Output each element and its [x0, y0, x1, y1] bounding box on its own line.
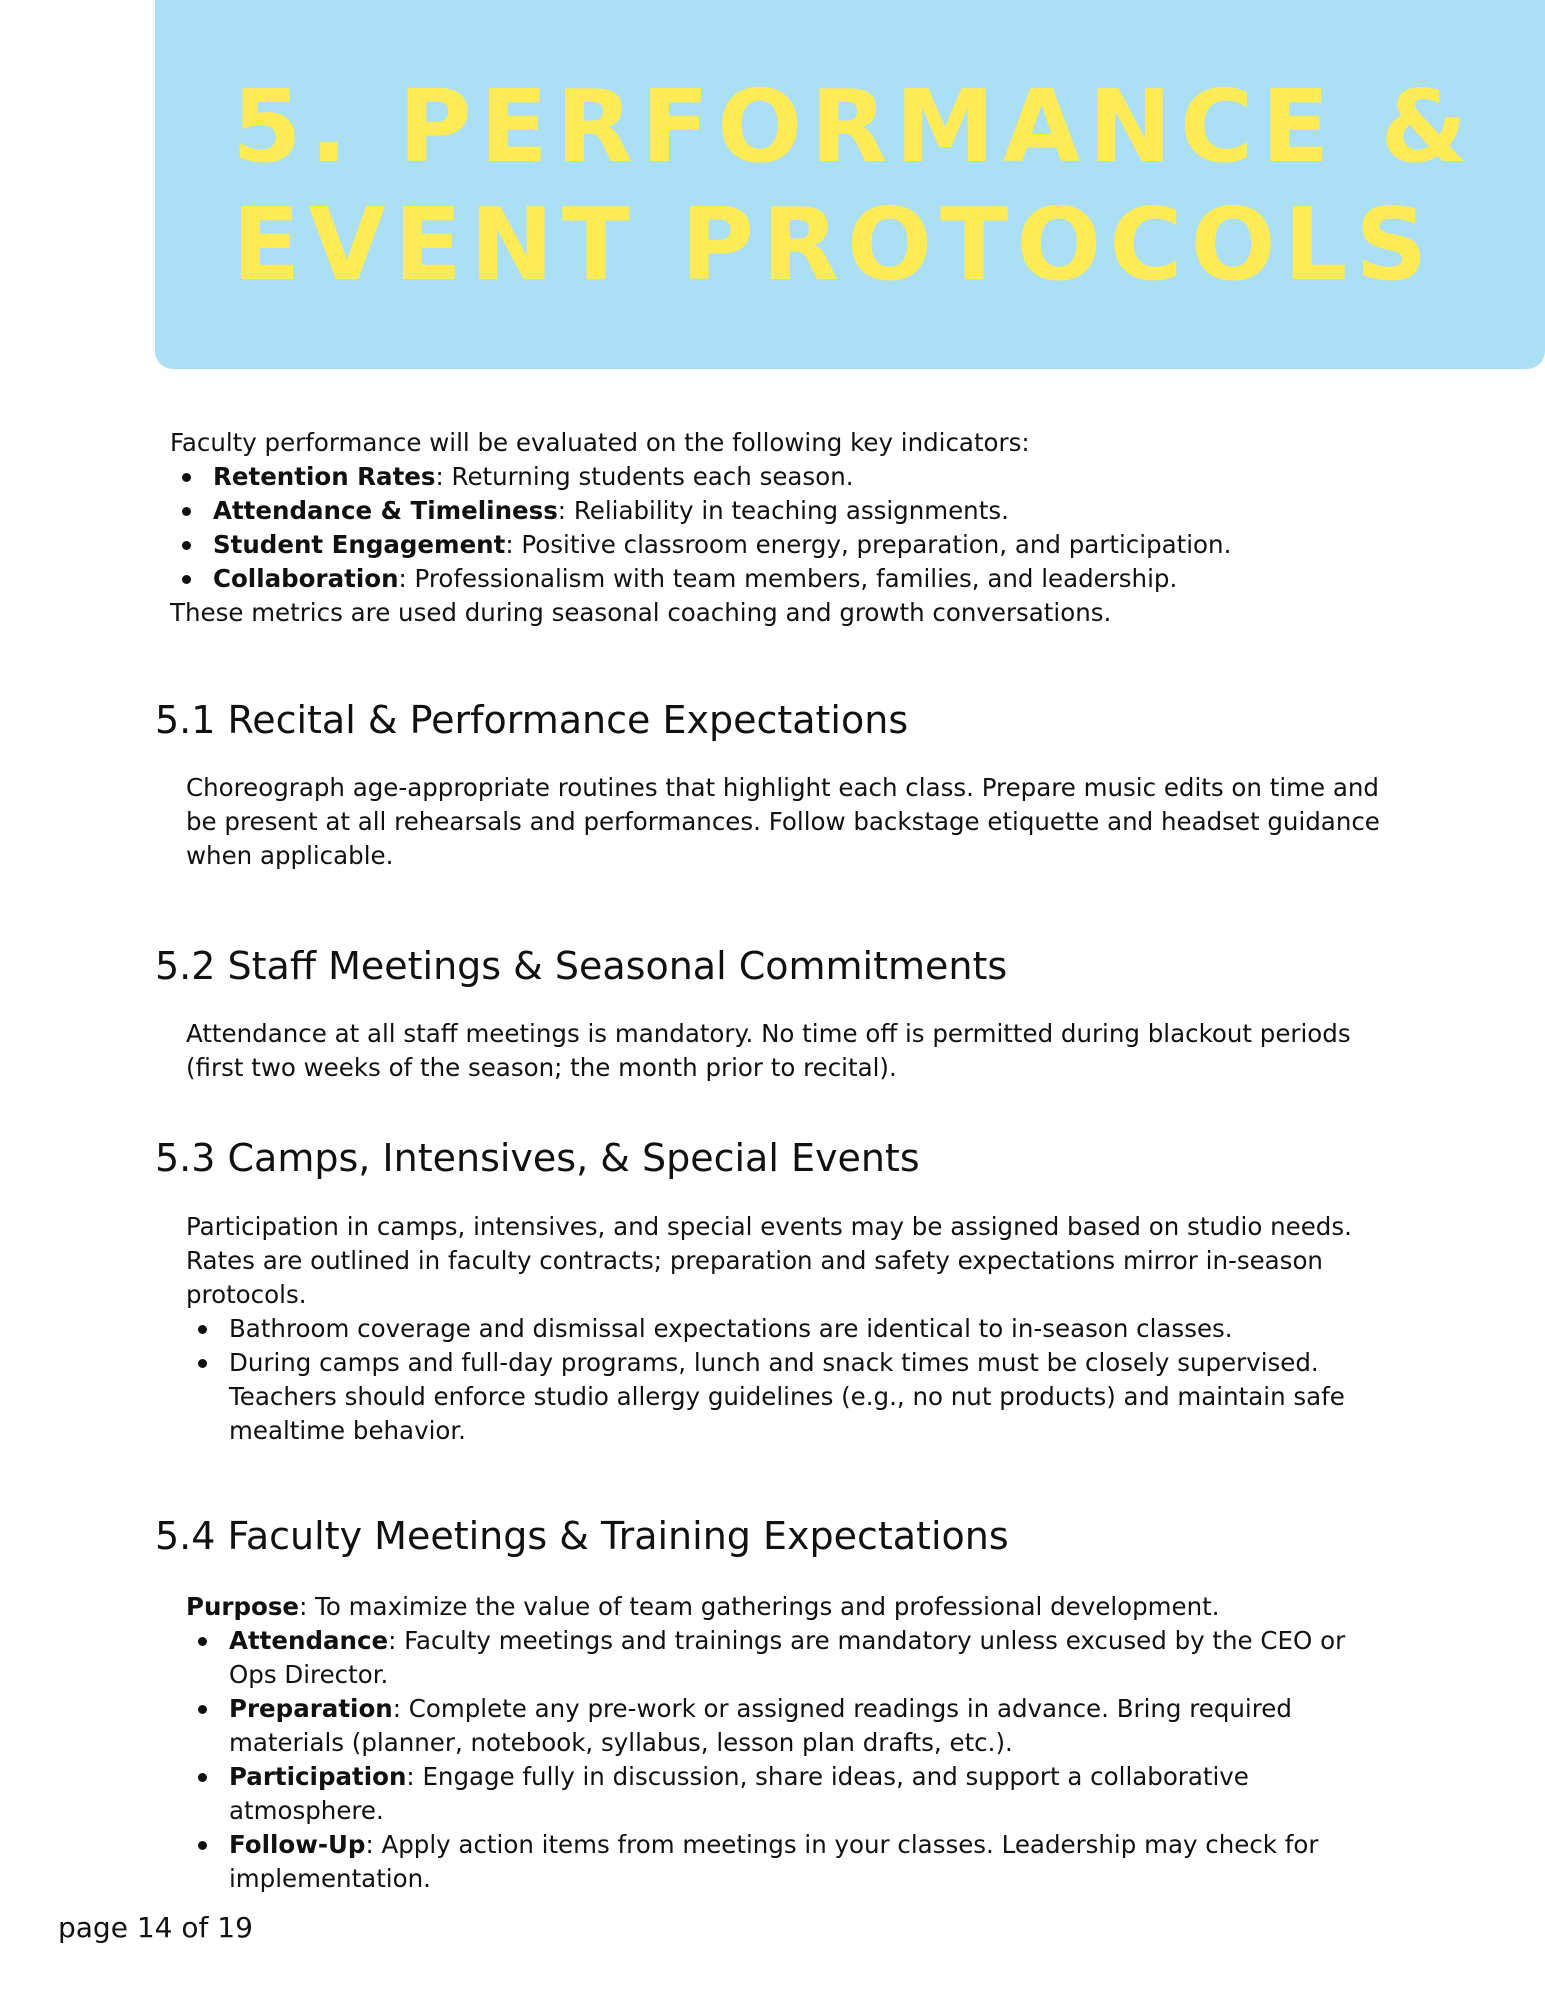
list-item: During camps and full-day programs, lunch and snack times must be closely supervised. Teachers should enforce studio allergy guidelines (e.g., no nut products) and maintain safe mealtime behavior.: [186, 1346, 1396, 1448]
section-paragraph: Choreograph age-appropriate routines that highlight each class. Prepare music edits on time and be present at all rehearsals and performances. Follow backstage etiquette and headset guidance when applicable.: [186, 773, 1380, 870]
page-title: [232, 68, 1482, 304]
intro-closing: These metrics are used during seasonal coaching and growth conversations.: [170, 598, 1112, 627]
list-item-term: Preparation: [229, 1694, 393, 1723]
list-item-text: : Faculty meetings and trainings are mandatory unless excused by the CEO or Ops Director.: [229, 1626, 1346, 1689]
section-heading-5-1: 5.1 Recital & Performance Expectations: [155, 698, 909, 742]
list-item-term: Attendance: [229, 1626, 389, 1655]
page-title-line-2: EVENT PROTOCOLS: [232, 186, 1436, 303]
list-item: [186, 1692, 1396, 1760]
list-item-text: : Reliability in teaching assignments.: [557, 496, 1009, 525]
indicator-list: [170, 460, 1420, 596]
list-item: Bathroom coverage and dismissal expectations are identical to in-season classes.: [186, 1312, 1396, 1346]
intro-block: [170, 426, 1420, 630]
page-title-line-1: 5. PERFORMANCE &: [232, 68, 1476, 185]
list-item: [170, 460, 1420, 494]
list-item: [170, 494, 1420, 528]
intro-lead: Faculty performance will be evaluated on the following key indicators:: [170, 428, 1030, 457]
list-item-term: Follow-Up: [229, 1830, 366, 1859]
list-item: [170, 528, 1420, 562]
list-item-text: : Complete any pre-work or assigned readings in advance. Bring required materials (planner, notebook, syllabus, lesson plan drafts, etc.).: [229, 1694, 1292, 1757]
section-body-5-3: [186, 1210, 1396, 1448]
list-item-text: : Professionalism with team members, families, and leadership.: [398, 564, 1178, 593]
section-heading-5-4: 5.4 Faculty Meetings & Training Expectations: [155, 1514, 1009, 1558]
list-item-term: Student Engagement: [213, 530, 506, 559]
page-number: page 14 of 19: [58, 1911, 253, 1944]
section-paragraph: Participation in camps, intensives, and special events may be assigned based on studio needs. Rates are outlined in faculty contracts; preparation and safety expectations mirror in-season protocols.: [186, 1212, 1352, 1309]
list-item: [186, 1828, 1396, 1896]
list-item-text: : Positive classroom energy, preparation, and participation.: [505, 530, 1232, 559]
list-item-term: Collaboration: [213, 564, 399, 593]
list-item-text: : Engage fully in discussion, share ideas, and support a collaborative atmosphere.: [229, 1762, 1249, 1825]
section-body-5-2: [186, 1017, 1396, 1085]
list-item-text: : Apply action items from meetings in your classes. Leadership may check for implementation.: [229, 1830, 1319, 1893]
purpose-text: : To maximize the value of team gatherings and professional development.: [299, 1592, 1220, 1621]
purpose-term: Purpose: [186, 1592, 300, 1621]
section-paragraph: Attendance at all staff meetings is mandatory. No time off is permitted during blackout periods (first two weeks of the season; the month prior to recital).: [186, 1019, 1351, 1082]
list-item-term: Participation: [229, 1762, 407, 1791]
list-item: [170, 562, 1420, 596]
camp-list: [186, 1312, 1396, 1448]
section-body-5-1: [186, 771, 1396, 873]
section-heading-5-2: 5.2 Staff Meetings & Seasonal Commitments: [155, 944, 1008, 988]
section-heading-5-3: 5.3 Camps, Intensives, & Special Events: [155, 1136, 920, 1180]
list-item: [186, 1624, 1396, 1692]
list-item: [186, 1760, 1396, 1828]
list-item-term: Retention Rates: [213, 462, 436, 491]
section-body-5-4: [186, 1590, 1396, 1896]
training-list: [186, 1624, 1396, 1896]
purpose-line: [186, 1590, 1396, 1624]
list-item-text: : Returning students each season.: [435, 462, 854, 491]
list-item-term: Attendance & Timeliness: [213, 496, 558, 525]
